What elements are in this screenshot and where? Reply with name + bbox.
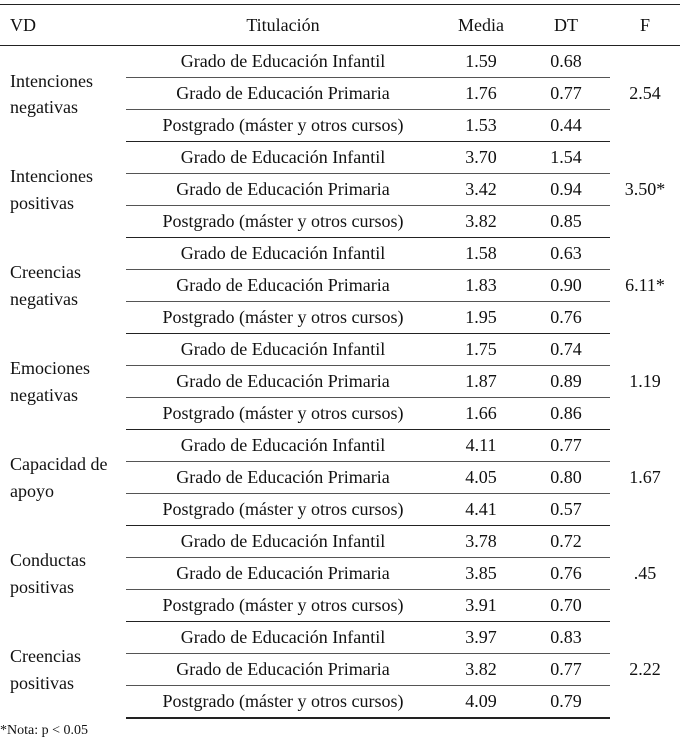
dt-cell: 0.80 [522, 462, 610, 494]
media-cell: 4.41 [440, 494, 522, 526]
dt-cell: 1.54 [522, 142, 610, 174]
media-cell: 1.59 [440, 46, 522, 78]
media-cell: 3.91 [440, 590, 522, 622]
media-cell: 1.53 [440, 110, 522, 142]
dt-cell: 0.83 [522, 622, 610, 654]
titulacion-cell: Postgrado (máster y otros cursos) [126, 302, 440, 334]
media-cell: 4.05 [440, 462, 522, 494]
titulacion-cell: Grado de Educación Primaria [126, 654, 440, 686]
header-dt: DT [522, 5, 610, 46]
dt-cell: 0.44 [522, 110, 610, 142]
table-row [0, 622, 680, 654]
media-cell: 3.70 [440, 142, 522, 174]
table-row [0, 526, 680, 558]
f-cell: 2.54 [629, 83, 661, 104]
media-cell: 3.42 [440, 174, 522, 206]
f-cell: 6.11* [625, 275, 665, 296]
vd-cell: Conductas positivas [10, 550, 86, 597]
media-cell: 4.11 [440, 430, 522, 462]
media-cell: 1.66 [440, 398, 522, 430]
f-cell: 1.67 [629, 467, 661, 488]
dt-cell: 0.94 [522, 174, 610, 206]
media-cell: 1.83 [440, 270, 522, 302]
vd-cell: Creencias negativas [10, 262, 81, 309]
table-body [0, 46, 680, 718]
vd-cell: Capacidad de apoyo [10, 454, 108, 501]
table-row [0, 142, 680, 174]
titulacion-cell: Grado de Educación Infantil [126, 142, 440, 174]
titulacion-cell: Grado de Educación Infantil [126, 238, 440, 270]
titulacion-cell: Grado de Educación Infantil [126, 46, 440, 78]
table-row [0, 334, 680, 366]
titulacion-cell: Postgrado (máster y otros cursos) [126, 398, 440, 430]
titulacion-cell: Postgrado (máster y otros cursos) [126, 110, 440, 142]
titulacion-cell: Postgrado (máster y otros cursos) [126, 494, 440, 526]
header-titulacion: Titulación [126, 5, 440, 46]
media-cell: 3.78 [440, 526, 522, 558]
dt-cell: 0.76 [522, 558, 610, 590]
dt-cell: 0.57 [522, 494, 610, 526]
vd-cell: Intenciones positivas [10, 166, 93, 213]
dt-cell: 0.76 [522, 302, 610, 334]
table-header [0, 5, 680, 46]
vd-cell: Creencias positivas [10, 646, 81, 693]
f-cell: 1.19 [629, 371, 661, 392]
media-cell: 1.58 [440, 238, 522, 270]
dt-cell: 0.77 [522, 654, 610, 686]
titulacion-cell: Postgrado (máster y otros cursos) [126, 590, 440, 622]
dt-cell: 0.70 [522, 590, 610, 622]
vd-cell: Intenciones negativas [10, 70, 93, 117]
header-f: F [610, 5, 680, 46]
f-cell: 2.22 [629, 659, 661, 680]
header-vd: VD [0, 5, 126, 46]
f-cell: .45 [633, 563, 657, 584]
media-cell: 3.97 [440, 622, 522, 654]
dt-cell: 0.89 [522, 366, 610, 398]
titulacion-cell: Grado de Educación Primaria [126, 174, 440, 206]
f-cell: 3.50* [624, 179, 666, 200]
dt-cell: 0.63 [522, 238, 610, 270]
media-cell: 3.82 [440, 206, 522, 238]
results-table [0, 4, 680, 719]
titulacion-cell: Grado de Educación Infantil [126, 334, 440, 366]
media-cell: 1.95 [440, 302, 522, 334]
media-cell: 4.09 [440, 686, 522, 718]
titulacion-cell: Postgrado (máster y otros cursos) [126, 686, 440, 718]
dt-cell: 0.77 [522, 430, 610, 462]
header-media: Media [440, 5, 522, 46]
media-cell: 3.82 [440, 654, 522, 686]
titulacion-cell: Grado de Educación Infantil [126, 526, 440, 558]
media-cell: 1.87 [440, 366, 522, 398]
table-row [0, 46, 680, 78]
titulacion-cell: Grado de Educación Infantil [126, 622, 440, 654]
dt-cell: 0.77 [522, 78, 610, 110]
titulacion-cell: Grado de Educación Primaria [126, 78, 440, 110]
dt-cell: 0.79 [522, 686, 610, 718]
vd-cell: Emociones negativas [10, 358, 90, 405]
titulacion-cell: Grado de Educación Primaria [126, 270, 440, 302]
titulacion-cell: Grado de Educación Infantil [126, 430, 440, 462]
table-note: *Nota: p < 0.05 [0, 723, 88, 738]
titulacion-cell: Grado de Educación Primaria [126, 558, 440, 590]
dt-cell: 0.68 [522, 46, 610, 78]
dt-cell: 0.72 [522, 526, 610, 558]
dt-cell: 0.85 [522, 206, 610, 238]
titulacion-cell: Postgrado (máster y otros cursos) [126, 206, 440, 238]
media-cell: 1.76 [440, 78, 522, 110]
table-row [0, 238, 680, 270]
dt-cell: 0.74 [522, 334, 610, 366]
table-row [0, 430, 680, 462]
titulacion-cell: Grado de Educación Primaria [126, 366, 440, 398]
titulacion-cell: Grado de Educación Primaria [126, 462, 440, 494]
dt-cell: 0.90 [522, 270, 610, 302]
dt-cell: 0.86 [522, 398, 610, 430]
media-cell: 1.75 [440, 334, 522, 366]
header-row [0, 5, 680, 46]
media-cell: 3.85 [440, 558, 522, 590]
